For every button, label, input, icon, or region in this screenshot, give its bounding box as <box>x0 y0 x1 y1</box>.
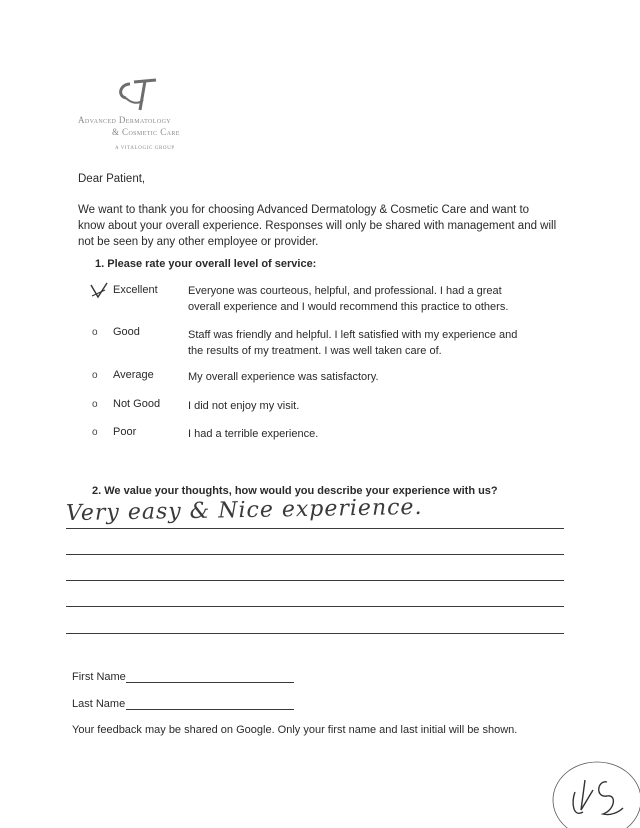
first-name-field[interactable] <box>126 682 294 683</box>
response-line[interactable] <box>66 633 564 634</box>
logo-text-line1: Advanced Dermatology <box>78 115 172 125</box>
logo-text-line3: A VITALOGIC GROUP <box>115 146 175 151</box>
rating-label-not-good: Not Good <box>113 398 161 410</box>
intro-paragraph: We want to thank you for choosing Advanced Dermatology & Cosmetic Care and want to know about your overall experience. Responses will only be shared with management and will not be seen by any other employee or provider. <box>78 204 557 248</box>
question-1: 1. Please rate your overall level of service: <box>95 258 317 270</box>
practice-logo-icon <box>112 74 162 114</box>
question-2: 2. We value your thoughts, how would you describe your experience with us? <box>92 485 498 497</box>
response-line[interactable] <box>66 606 564 607</box>
rating-label-good: Good <box>113 326 140 338</box>
greeting: Dear Patient, <box>78 173 146 185</box>
rating-desc-poor: I had a terrible experience. <box>188 428 319 440</box>
radio-option-poor[interactable]: o <box>92 427 98 438</box>
checkmark-icon[interactable] <box>88 281 110 303</box>
logo-text-line2: & Cosmetic Care <box>112 127 180 137</box>
last-name-field[interactable] <box>126 709 294 710</box>
response-line[interactable] <box>66 554 564 555</box>
rating-desc-excellent: Everyone was courteous, helpful, and professional. I had a great overall experience and I would recommend this practice to others. <box>188 285 509 313</box>
radio-option-average[interactable]: o <box>92 370 98 381</box>
last-name-label: Last Name <box>72 698 126 710</box>
rating-label-average: Average <box>113 369 154 381</box>
response-line[interactable] <box>66 528 564 529</box>
rating-label-excellent: Excellent <box>113 284 158 296</box>
google-disclaimer: Your feedback may be shared on Google. Only your first name and last initial will be shown. <box>72 724 518 736</box>
initials-stamp-icon <box>545 750 640 828</box>
rating-desc-good: Staff was friendly and helpful. I left satisfied with my experience and the results of my treatment. I was well taken care of. <box>188 329 518 357</box>
rating-label-poor: Poor <box>113 426 137 438</box>
handwritten-response[interactable]: Very easy & Nice experience. <box>65 494 423 527</box>
first-name-label: First Name <box>72 671 126 683</box>
rating-desc-average: My overall experience was satisfactory. <box>188 371 379 383</box>
radio-option-not-good[interactable]: o <box>92 399 98 410</box>
radio-option-good[interactable]: o <box>92 327 98 338</box>
rating-desc-not-good: I did not enjoy my visit. <box>188 400 300 412</box>
response-line[interactable] <box>66 580 564 581</box>
